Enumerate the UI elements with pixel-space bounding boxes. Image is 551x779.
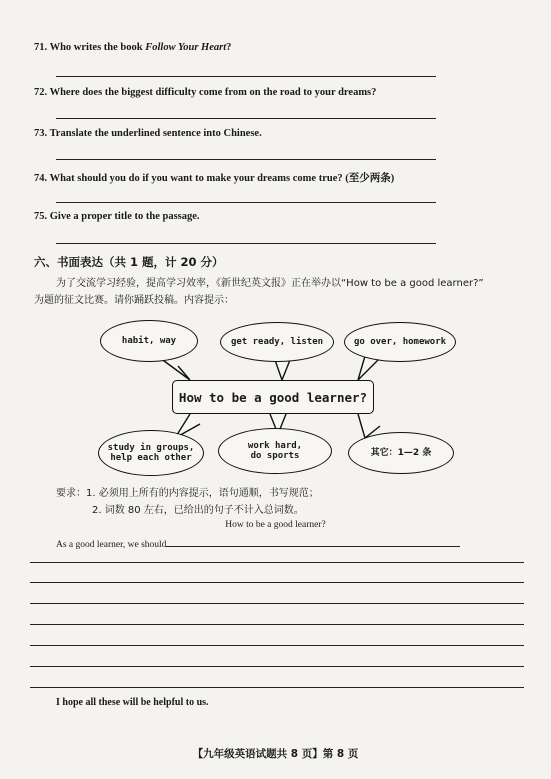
section-intro-line2: 为题的征文比赛。请你踊跃投稿。内容提示： xyxy=(34,295,234,306)
question-number: 71. xyxy=(34,42,48,53)
writing-line[interactable] xyxy=(30,645,524,646)
hint-text: 其它：1—2 条 xyxy=(370,447,432,458)
writing-line[interactable] xyxy=(30,687,524,688)
question-73 xyxy=(34,128,262,139)
question-text: What should you do if you want to make your dreams come true? (至少两条) xyxy=(49,173,395,184)
question-text: Who writes the book xyxy=(49,42,146,53)
requirement-1: 1. 必须用上所有的内容提示，语句通顺，书写规范； xyxy=(86,488,319,499)
question-mark: ? xyxy=(226,42,232,53)
question-text: Translate the underlined sentence into Chinese. xyxy=(49,128,262,139)
section-title: 六、书面表达（共 1 题，计 20 分） xyxy=(34,255,224,269)
hint-text-line2: do sports xyxy=(250,451,300,461)
writing-line[interactable] xyxy=(30,562,524,563)
essay-start-line xyxy=(56,537,460,550)
connector-top-middle xyxy=(275,360,290,380)
hint-bubble-others xyxy=(348,432,454,474)
section-intro-line1: 为了交流学习经验，提高学习效率，《新世纪英文报》正在举办以“How to be a good learner?” xyxy=(56,278,484,289)
question-number: 73. xyxy=(34,128,48,139)
mind-map xyxy=(90,318,470,478)
requirement-2: 2. 词数 80 左右，已给出的句子不计入总词数。 xyxy=(92,505,304,516)
question-number: 74. xyxy=(34,173,48,184)
question-74 xyxy=(34,170,394,185)
question-number: 75. xyxy=(34,211,48,222)
answer-line-73[interactable] xyxy=(56,159,436,160)
book-title: Follow Your Heart xyxy=(145,42,227,53)
writing-line[interactable] xyxy=(30,603,524,604)
essay-start-text: As a good learner, we should xyxy=(56,540,167,550)
page-footer: 【九年级英语试题共 8 页】第 8 页 xyxy=(192,748,359,760)
hint-text-line2: help each other xyxy=(110,453,192,463)
hint-text-line1: study in groups, xyxy=(107,442,195,453)
hint-bubble-habit xyxy=(100,320,198,362)
hint-text: get ready, listen xyxy=(230,336,324,347)
hint-bubble-get-ready xyxy=(220,322,334,362)
question-71 xyxy=(34,42,231,53)
hint-text: go over, homework xyxy=(353,336,447,347)
requirements-line1 xyxy=(56,484,319,499)
answer-line-75[interactable] xyxy=(56,243,436,244)
hint-bubble-work-hard xyxy=(218,428,332,474)
hint-text: habit, way xyxy=(121,335,177,346)
writing-line[interactable] xyxy=(30,666,524,667)
requirements-label: 要求： xyxy=(56,488,86,499)
question-text: Give a proper title to the passage. xyxy=(49,211,200,222)
answer-line-72[interactable] xyxy=(56,118,436,119)
question-number: 72. xyxy=(34,87,48,98)
connector-top-left xyxy=(160,358,190,380)
question-75 xyxy=(34,211,200,222)
essay-title: How to be a good learner? xyxy=(225,520,326,530)
question-72 xyxy=(34,87,376,98)
answer-line-74[interactable] xyxy=(56,202,436,203)
essay-start-blank[interactable] xyxy=(166,537,460,547)
hint-bubble-study-groups xyxy=(98,430,204,476)
mind-map-center: How to be a good learner? xyxy=(172,380,374,414)
question-text: Where does the biggest difficulty come from on the road to your dreams? xyxy=(49,87,377,98)
hint-bubble-go-over xyxy=(344,322,456,362)
writing-line[interactable] xyxy=(30,624,524,625)
writing-line[interactable] xyxy=(30,582,524,583)
essay-ending: I hope all these will be helpful to us. xyxy=(56,697,209,708)
answer-line-71[interactable] xyxy=(56,76,436,77)
hint-text-line1: work hard, xyxy=(247,440,303,451)
